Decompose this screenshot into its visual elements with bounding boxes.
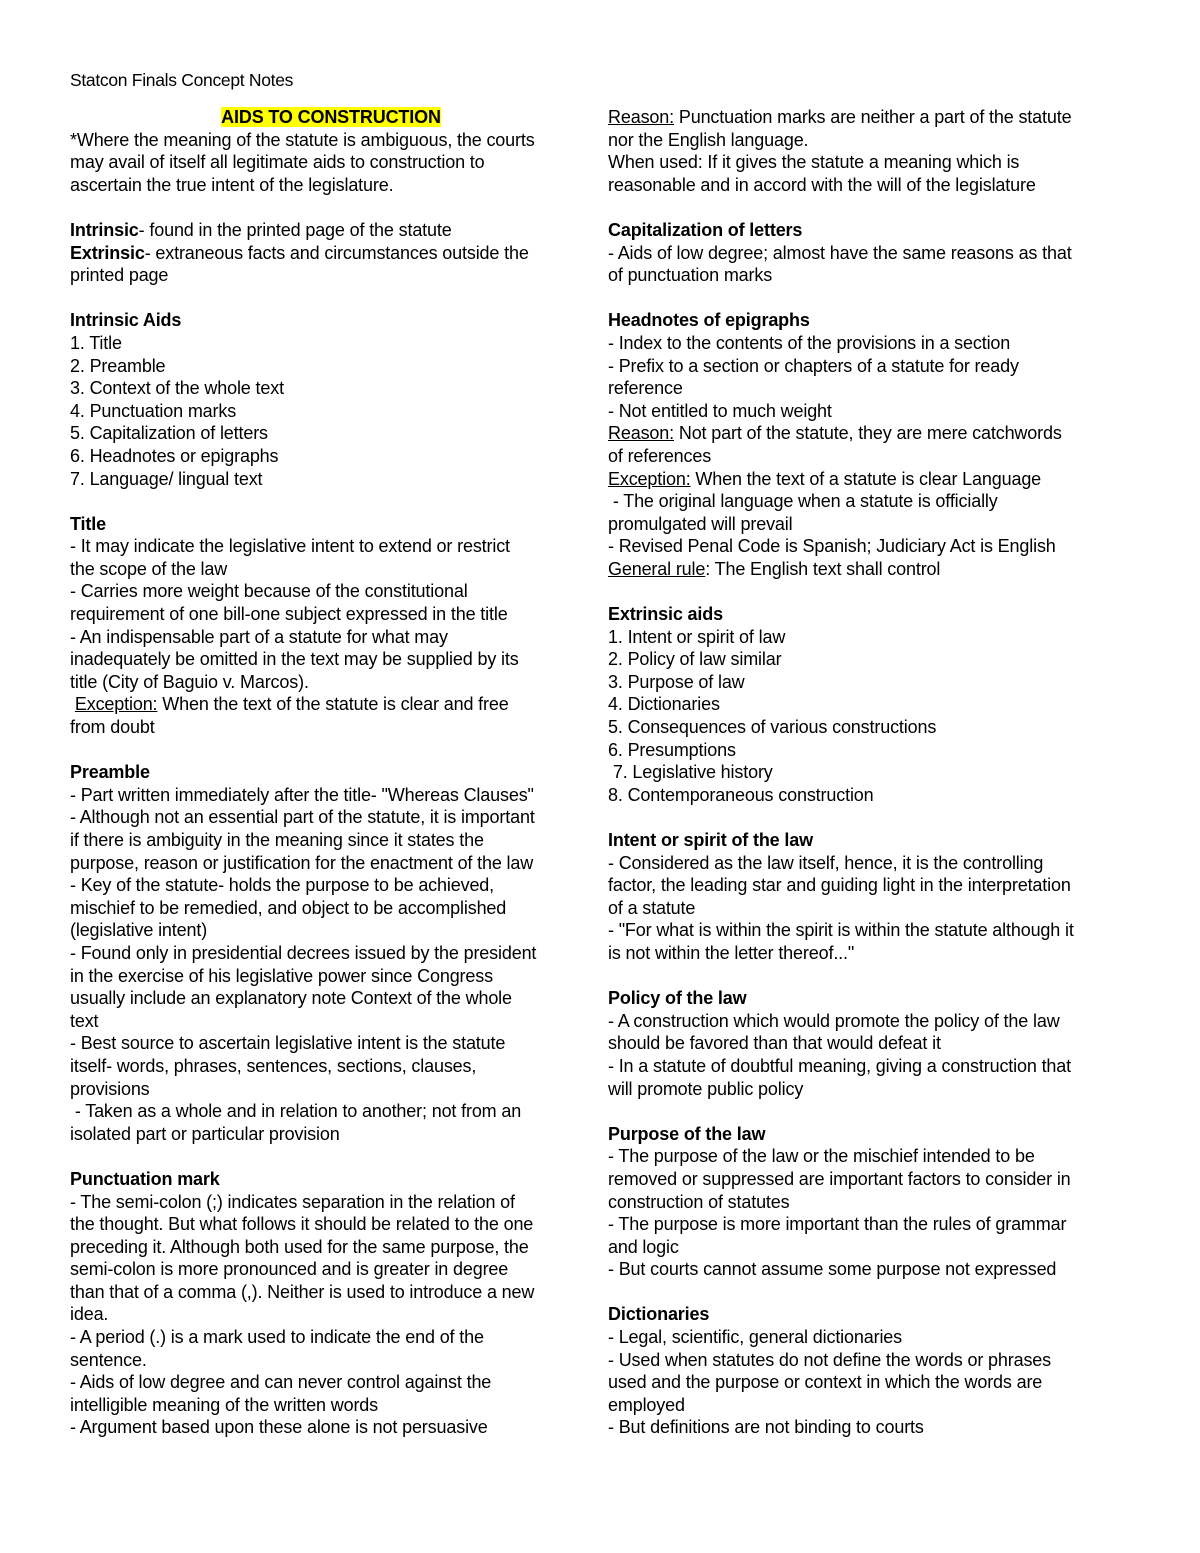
intrinsic-def: - found in the printed page of the statute [138,219,452,240]
text-line: - It may indicate the legislative intent to extend or restrict [70,536,510,557]
extrinsic-aids-heading: Extrinsic aids [608,604,723,625]
spacer [608,196,1133,219]
right-column [608,106,1133,1439]
text-line: - The semi-colon (;) indicates separation in the relation of [70,1191,515,1212]
text-line: nor the English language. [608,129,809,150]
text-line: - Argument based upon these alone is not persuasive [70,1417,488,1438]
extrinsic-def-cont: printed page [70,265,169,286]
section-title: AIDS TO CONSTRUCTION [221,107,441,127]
text-line: requirement of one bill-one subject expressed in the title [70,604,508,625]
text-line: - Prefix to a section or chapters of a statute for ready [608,355,1019,376]
section-title-line [70,106,592,129]
text-line: - Found only in presidential decrees issued by the president [70,942,537,963]
text-line: from doubt [70,717,155,738]
text-line: - Part written immediately after the title- "Whereas Clauses" [70,784,534,805]
intro-line: *Where the meaning of the statute is ambiguous, the courts [70,129,535,150]
reason-text: Not part of the statute, they are mere catchwords [674,423,1062,444]
text-line: text [70,1010,99,1031]
text-line: isolated part or particular provision [70,1123,340,1144]
extrinsic-term: Extrinsic [70,242,145,263]
list-item: 6. Headnotes or epigraphs [70,445,279,466]
text-line: construction of statutes [608,1191,790,1212]
list-item: 4. Punctuation marks [70,400,237,421]
text-line: factor, the leading star and guiding light in the interpretation [608,875,1071,896]
list-item: 3. Purpose of law [608,671,745,692]
text-line: purpose, reason or justification for the enactment of the law [70,852,534,873]
reason-label: Reason: [608,423,674,444]
text-line: semi-colon is more pronounced and is greater in degree [70,1259,509,1280]
text-line: - Index to the contents of the provisions in a section [608,332,1011,353]
text-line: - In a statute of doubtful meaning, giving a construction that [608,1055,1071,1076]
punctuation-heading: Punctuation mark [70,1168,220,1189]
text-line: usually include an explanatory note Context of the whole [70,988,512,1009]
intrinsic-definition [70,219,592,242]
dictionaries-heading: Dictionaries [608,1304,710,1325]
text-line: of references [608,445,712,466]
text-line: if there is ambiguity in the meaning since it states the [70,830,484,850]
text-line: than that of a comma (,). Neither is used to introduce a new [70,1281,535,1302]
text-line: sentence. [70,1349,147,1370]
text-line: the thought. But what follows it should be related to the one [70,1214,534,1235]
list-item: 8. Contemporaneous construction [608,784,874,805]
spacer [608,806,1133,829]
exception-text: When the text of a statute is clear Language [690,468,1042,489]
text-line: of punctuation marks [608,265,773,286]
text-line: - Key of the statute- holds the purpose to be achieved, [70,875,495,896]
text-line: removed or suppressed are important factors to consider in [608,1168,1071,1189]
text-line: is not within the letter thereof..." [608,942,855,963]
list-item: 2. Preamble [70,355,166,376]
title-heading: Title [70,513,106,534]
text-line: - The original language when a statute is officially [608,491,998,512]
text-line: mischief to be remedied, and object to be accomplished [70,897,507,918]
list-item: 5. Capitalization of letters [70,423,268,444]
text-line: - Used when statutes do not define the words or phrases [608,1349,1052,1370]
text-line: - Considered as the law itself, hence, it is the controlling [608,852,1044,873]
text-line: - Carries more weight because of the constitutional [70,581,468,602]
preamble-heading: Preamble [70,762,150,783]
text-line: - A construction which would promote the policy of the law [608,1010,1060,1031]
headnotes-reason [608,422,1133,445]
spacer [608,1100,1133,1123]
spacer [608,1281,1133,1304]
reason-label: Reason: [608,107,674,127]
text-line: provisions [70,1078,150,1099]
text-line: in the exercise of his legislative power since Congress [70,965,493,986]
spacer [70,1145,592,1168]
text-line: - Revised Penal Code is Spanish; Judiciary Act is English [608,536,1056,557]
text-line: (legislative intent) [70,920,208,941]
text-line: itself- words, phrases, sentences, sections, clauses, [70,1055,477,1076]
headnotes-exception [608,468,1133,491]
text-line: reasonable and in accord with the will of the legislature [608,174,1036,195]
exception-text: When the text of the statute is clear and free [157,694,509,715]
headnotes-heading: Headnotes of epigraphs [608,310,810,331]
list-item: 2. Policy of law similar [608,649,782,670]
extrinsic-def: - extraneous facts and circumstances outside the [144,242,529,263]
text-line: and logic [608,1236,679,1257]
text-line: - Aids of low degree and can never control against the [70,1372,492,1393]
text-line: of a statute [608,897,696,918]
spacer [70,490,592,513]
text-line: - A period (.) is a mark used to indicate the end of the [70,1327,484,1348]
intro-line: may avail of itself all legitimate aids to construction to [70,152,485,173]
intent-heading: Intent or spirit of the law [608,830,813,850]
list-item: 4. Dictionaries [608,694,720,715]
left-column [70,106,592,1439]
intrinsic-term: Intrinsic [70,219,139,240]
capitalization-heading: Capitalization of letters [608,219,803,240]
list-item: 1. Title [70,332,122,353]
text-line: preceding it. Although both used for the same purpose, the [70,1236,529,1257]
exception-label: Exception: [74,694,158,715]
text-line: promulgated will prevail [608,513,793,534]
policy-heading: Policy of the law [608,988,747,1009]
text-line: idea. [70,1304,109,1325]
text-line: - Although not an essential part of the statute, it is important [70,807,535,828]
text-line: intelligible meaning of the written words [70,1394,379,1415]
text-line: reference [608,378,683,399]
list-item: 5. Consequences of various constructions [608,717,937,738]
text-line: the scope of the law [70,558,228,579]
text-line: - But definitions are not binding to courts [608,1417,924,1438]
text-line: - Best source to ascertain legislative intent is the statute [70,1033,506,1054]
text-line: - Aids of low degree; almost have the same reasons as that [608,242,1072,263]
text-line: - The purpose of the law or the mischief intended to be [608,1146,1035,1167]
text-line: used and the purpose or context in which the words are [608,1372,1043,1393]
text-line: - But courts cannot assume some purpose not expressed [608,1259,1057,1280]
text-line: inadequately be omitted in the text may be supplied by its [70,649,519,670]
text-line: - "For what is within the spirit is within the statute although it [608,920,1074,941]
purpose-heading: Purpose of the law [608,1123,766,1144]
title-exception [70,693,592,716]
text-line: - The purpose is more important than the rules of grammar [608,1214,1067,1235]
text-line: - Legal, scientific, general dictionaries [608,1327,903,1348]
punctuation-reason [608,106,1133,129]
text-line: When used: If it gives the statute a meaning which is [608,152,1020,173]
extrinsic-definition [70,242,592,265]
list-item: 6. Presumptions [608,739,736,760]
list-item: 7. Language/ lingual text [70,468,263,489]
exception-label: Exception: [608,468,691,489]
text-line: - Not entitled to much weight [608,400,832,421]
text-line: will promote public policy [608,1078,804,1099]
intrinsic-aids-heading: Intrinsic Aids [70,310,182,331]
spacer [608,580,1133,603]
text-line: should be favored than that would defeat it [608,1033,941,1054]
text-line: employed [608,1394,685,1415]
reason-text: Punctuation marks are neither a part of the statute [674,107,1072,127]
text-line: title (City of Baguio v. Marcos). [70,671,309,692]
intro-line: ascertain the true intent of the legislature. [70,174,394,195]
list-item: 1. Intent or spirit of law [608,626,786,647]
page-header: Statcon Finals Concept Notes [70,70,294,90]
text-line: - An indispensable part of a statute for what may [70,626,448,647]
list-item: 7. Legislative history [608,762,773,783]
list-item: 3. Context of the whole text [70,378,284,399]
general-rule-label: General rule [608,558,706,579]
spacer [70,739,592,762]
text-line: - Taken as a whole and in relation to another; not from an [70,1101,522,1122]
general-rule [608,558,1133,581]
spacer [70,196,592,219]
spacer [70,287,592,310]
spacer [608,965,1133,988]
spacer [608,287,1133,310]
general-rule-text: : The English text shall control [705,558,941,579]
